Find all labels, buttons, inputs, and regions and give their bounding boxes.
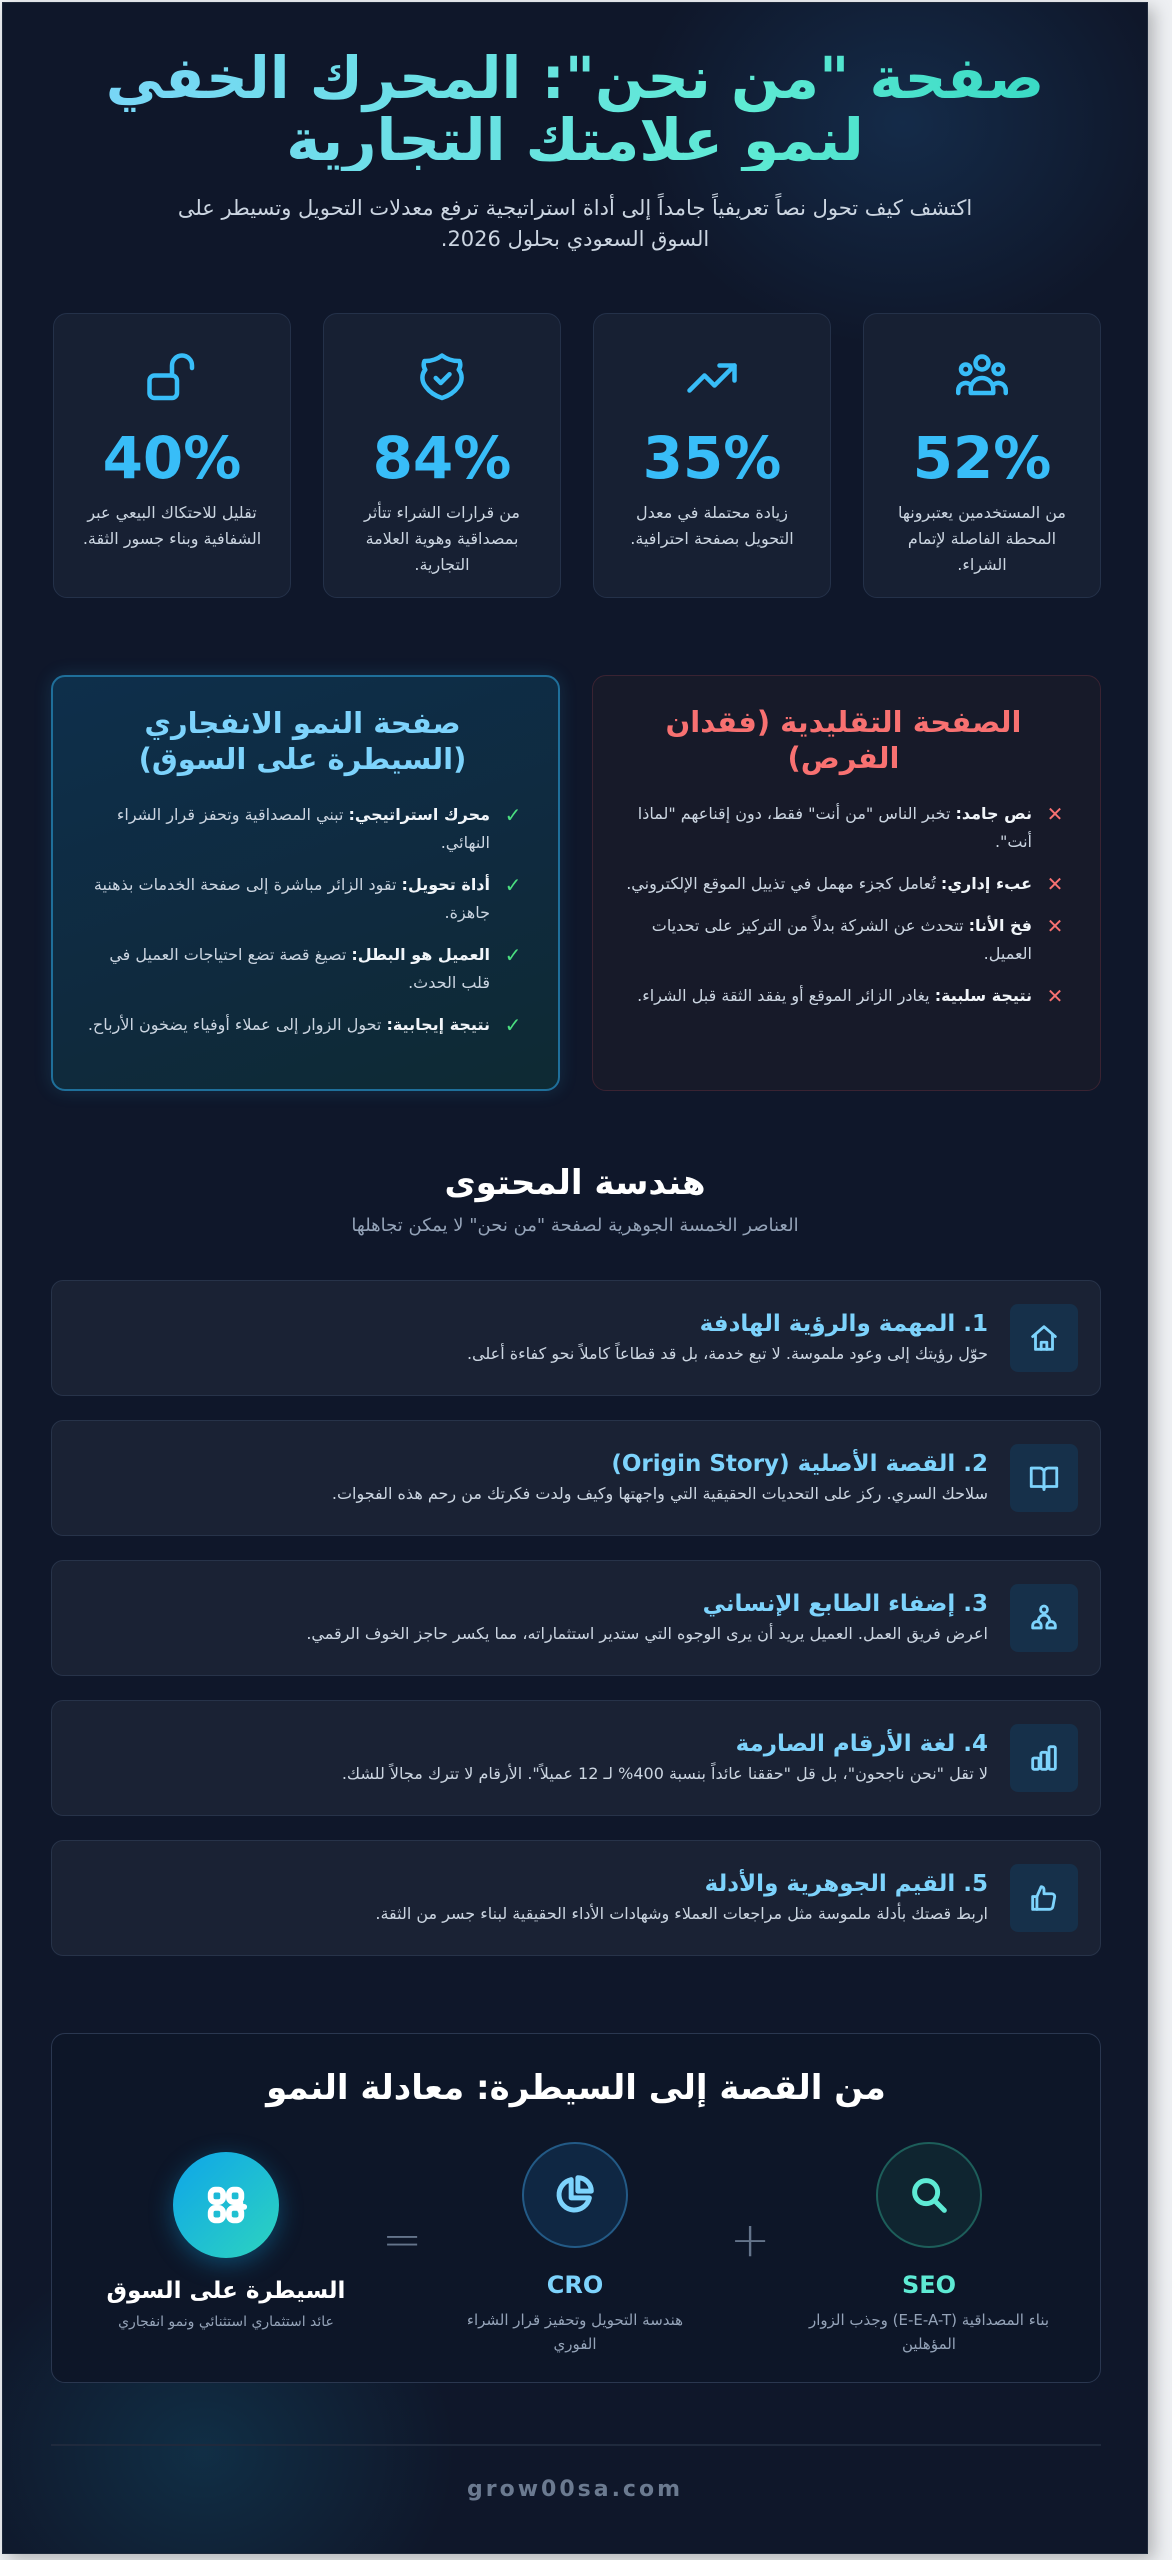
item-label: أداة تحويل: — [401, 875, 490, 894]
item-description: اربط قصتك بأدلة ملموسة مثل مراجعات العملاء وشهادات الأداء الحقيقية لبناء جسر من الثقة. — [375, 1904, 988, 1923]
team-icon — [1027, 1601, 1061, 1635]
content-element-item — [51, 1280, 1101, 1396]
page — [2, 2, 1148, 2554]
result-label: السيطرة على السوق — [106, 2278, 346, 2304]
cro-description: هندسة التحويل وتحفيز قرار الشراء الفوري — [466, 2311, 684, 2353]
stat-card — [593, 313, 831, 598]
page-subtitle: اكتشف كيف تحول نصاً تعريفياً جامداً إلى أداة استراتيجية ترفع معدلات التحويل وتسيطر على السوق السعودي بحلول 2026. — [177, 196, 973, 251]
pie-chart-icon — [552, 2172, 598, 2218]
stat-value: 35% — [642, 424, 782, 492]
list-item — [83, 941, 522, 997]
market-dominance-node — [76, 2152, 376, 2334]
growth-title: صفحة النمو الانفجاري (السيطرة على السوق) — [138, 706, 467, 776]
growth-list — [83, 801, 522, 1039]
seo-node — [779, 2142, 1079, 2356]
stat-card — [323, 313, 561, 598]
item-label: محرك استراتيجي: — [348, 805, 490, 824]
traditional-list — [623, 800, 1064, 1010]
list-item — [623, 982, 1064, 1010]
page-title: صفحة "من نحن": المحرك الخفي لنمو علامتك التجارية — [3, 47, 1147, 171]
hero — [3, 44, 1147, 255]
bar-chart-icon — [1027, 1741, 1061, 1775]
item-text: تخبر الناس "من أنت" فقط، دون إقناعهم "لماذا أنت". — [637, 804, 1032, 851]
item-label: نتيجة إيجابية: — [386, 1015, 490, 1034]
content-element-item — [51, 1420, 1101, 1536]
item-label: عبء إداري: — [940, 874, 1032, 893]
item-text: تحول الزوار إلى عملاء أوفياء يضخون الأرباح. — [87, 1015, 387, 1034]
seo-label: SEO — [901, 2271, 957, 2299]
content-element-item — [51, 1560, 1101, 1676]
list-item — [623, 800, 1064, 856]
stat-description: زيادة محتملة في معدل التحويل بصفحة احترافية. — [630, 503, 794, 548]
list-item — [83, 1011, 522, 1039]
users-icon — [952, 348, 1012, 408]
item-text: تُعامل كجزء مهمل في تذييل الموقع الإلكتروني. — [626, 874, 941, 893]
item-description: لا تقل "نحن ناجحون"، بل قل "حققنا عائداً بنسبة 400% لـ 12 عميلاً". الأرقام لا تترك مجالاً للشك. — [341, 1764, 988, 1783]
item-description: اعرض فريق العمل. العميل يريد أن يرى الوجوه التي ستدير استثماراته، مما يكسر حاجز الخوف الرقمي. — [306, 1624, 988, 1643]
item-title: 5. القيم الجوهرية والأدلة — [704, 1871, 988, 1897]
footer-divider — [51, 2444, 1101, 2446]
stat-card — [53, 313, 291, 598]
content-architecture-subtitle: العناصر الخمسة الجوهرية لصفحة "من نحن" لا يمكن تجاهلها — [351, 1215, 799, 1236]
thumbs-up-icon — [1027, 1881, 1061, 1915]
stat-description: تقليل للاحتكاك البيعي عبر الشفافية وبناء جسور الثقة. — [82, 503, 262, 548]
list-item — [83, 871, 522, 927]
equals-operator: = — [382, 2212, 423, 2268]
trending-up-icon — [682, 348, 742, 408]
stat-card — [863, 313, 1101, 598]
item-text: تصيغ قصة تضع احتياجات العميل في قلب الحدث. — [109, 945, 490, 992]
item-label: فخ الأنا: — [968, 916, 1032, 935]
item-text: تقود الزائر مباشرة إلى صفحة الخدمات بذهنية جاهزة. — [93, 875, 490, 922]
item-description: سلاحك السري. ركز على التحديات الحقيقية التي واجهتها وكيف ولدت فكرتك من رحم هذه الفجوات. — [331, 1484, 988, 1503]
book-open-icon — [1027, 1461, 1061, 1495]
cro-node — [425, 2142, 725, 2356]
item-label: العميل هو البطل: — [351, 945, 490, 964]
stat-description: من المستخدمين يعتبرونها المحطة الفاصلة لإتمام الشراء. — [898, 503, 1066, 574]
seo-description: بناء المصداقية (E-E-A-T) وجذب الزوار المؤهلين — [808, 2311, 1050, 2353]
growth-page-card — [51, 675, 560, 1091]
item-text: يغادر الزائر الموقع أو يفقد الثقة قبل الشراء. — [637, 986, 935, 1005]
content-elements-list — [51, 1280, 1101, 1980]
check-icon: ✓ — [504, 803, 522, 827]
cro-label: CRO — [546, 2271, 604, 2299]
comparison — [51, 675, 1101, 1091]
list-item — [623, 870, 1064, 898]
stat-value: 52% — [912, 424, 1052, 492]
footer-domain: grow00sa.com — [466, 2477, 684, 2502]
item-title: 1. المهمة والرؤية الهادفة — [699, 1311, 988, 1337]
stat-description: من قرارات الشراء تتأثر بمصداقية وهوية العلامة التجارية. — [364, 503, 520, 574]
check-icon: ✓ — [504, 1013, 522, 1037]
x-icon: ✕ — [1046, 914, 1064, 938]
home-icon — [1027, 1321, 1061, 1355]
content-architecture-title: هندسة المحتوى — [444, 1163, 706, 1203]
growth-equation — [51, 2033, 1101, 2383]
item-label: نتيجة سلبية: — [934, 986, 1032, 1005]
stats-row — [51, 313, 1101, 598]
list-item — [83, 801, 522, 857]
search-icon — [906, 2172, 952, 2218]
unlock-icon — [142, 348, 202, 408]
traditional-page-card — [592, 675, 1101, 1091]
result-description: عائد استثماري استثنائي ونمو انفجاري — [118, 2314, 334, 2330]
x-icon: ✕ — [1046, 984, 1064, 1008]
item-title: 4. لغة الأرقام الصارمة — [735, 1731, 988, 1757]
x-icon: ✕ — [1046, 872, 1064, 896]
stat-value: 40% — [102, 424, 242, 492]
check-icon: ✓ — [504, 943, 522, 967]
list-item — [623, 912, 1064, 968]
item-title: 2. القصة الأصلية (Origin Story) — [611, 1451, 988, 1477]
x-icon: ✕ — [1046, 802, 1064, 826]
item-text: تبني المصداقية وتحفز قرار الشراء النهائي. — [116, 805, 490, 852]
item-text: تتحدث عن الشركة بدلاً من التركيز على تحديات العميل. — [651, 916, 1032, 963]
plus-operator: + — [730, 2212, 771, 2268]
item-label: نص جامد: — [955, 804, 1032, 823]
traditional-title: الصفحة التقليدية (فقدان الفرص) — [665, 705, 1022, 775]
apps-add-icon — [203, 2182, 249, 2228]
shield-check-icon — [412, 348, 472, 408]
content-element-item — [51, 1840, 1101, 1956]
check-icon: ✓ — [504, 873, 522, 897]
item-title: 3. إضفاء الطابع الإنساني — [702, 1591, 988, 1617]
content-element-item — [51, 1700, 1101, 1816]
stat-value: 84% — [372, 424, 512, 492]
item-description: حوّل رؤيتك إلى وعود ملموسة. لا تبع خدمة، بل قد قطاعاً كاملاً نحو كفاءة أعلى. — [466, 1344, 988, 1363]
equation-title: من القصة إلى السيطرة: معادلة النمو — [266, 2068, 886, 2108]
